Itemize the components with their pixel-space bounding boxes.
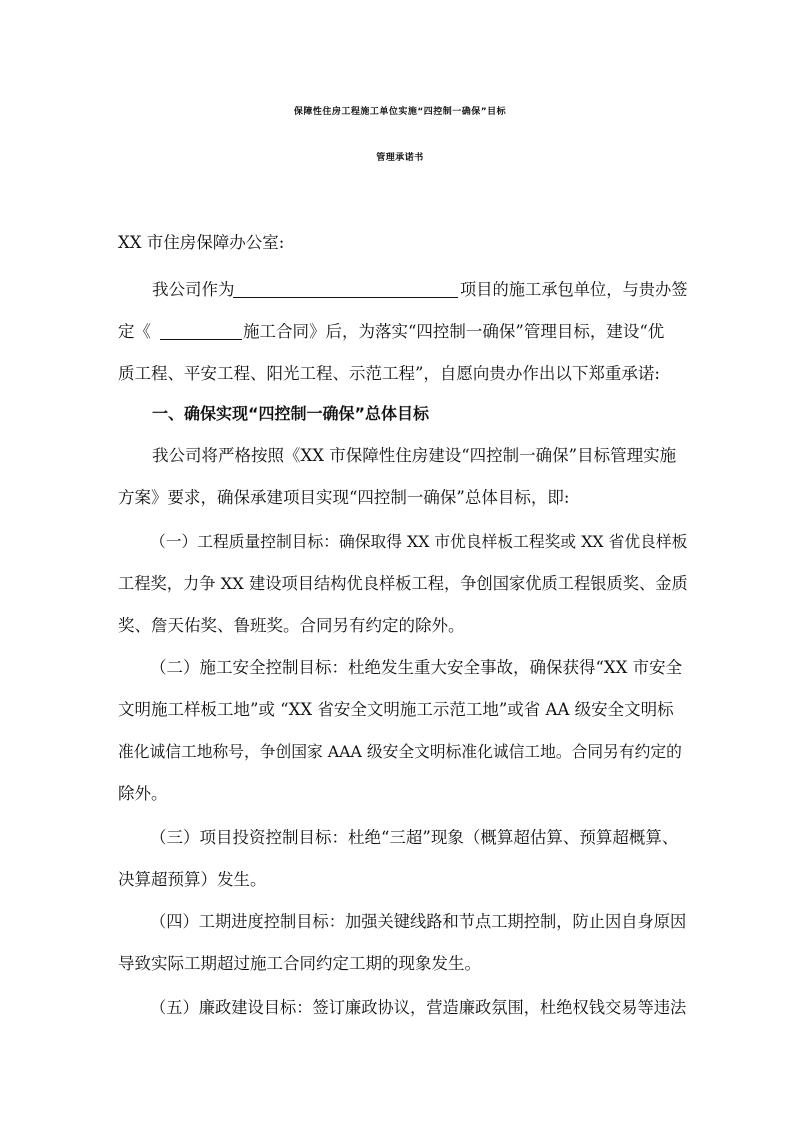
item-1-line2: 工程奖，力争 XX 建设项目结构优良样板工程，争创国家优质工程银质奖、金质 (118, 574, 688, 593)
document-title-line1: 保障性住房工程施工单位实施“四控制一确保”目标 (293, 107, 507, 117)
paragraph-1-line3: 质工程、平安工程、阳光工程、示范工程”，自愿向贵办作出以下郑重承诺: (118, 364, 660, 383)
paragraph-1-after-blank: 项目的施工承包单位，与贵办签 (460, 280, 688, 299)
addressee: XX 市住房保障办公室: (118, 233, 285, 252)
item-1-line1: （一）工程质量控制目标：确保取得 XX 市优良样板工程奖或 XX 省优良样板 (150, 532, 688, 551)
item-2-line3: 准化诚信工地称号，争创国家 AAA 级安全文明标准化诚信工地。合同另有约定的 (118, 742, 682, 761)
item-3-line1: （三）项目投资控制目标：杜绝“三超”现象（概算超估算、预算超概算、 (150, 828, 679, 847)
item-4-line2: 导致实际工期超过施工合同约定工期的现象发生。 (118, 954, 481, 973)
paragraph-1-start: 我公司作为 (152, 280, 235, 299)
document-title-line2: 管理承诺书 (376, 153, 424, 163)
item-2-line1: （二）施工安全控制目标：杜绝发生重大安全事故，确保获得“XX 市安全 (150, 658, 683, 677)
paragraph-1-line2-rest: 施工合同》后，为落实“四控制一确保”管理目标，建设“优 (243, 322, 665, 341)
item-2-line4: 除外。 (118, 784, 168, 803)
paragraph-2-line2: 方案》要求，确保承建项目实现“四控制一确保”总体目标，即: (118, 488, 570, 507)
item-3-line2: 决算超预算）发生。 (118, 870, 267, 889)
contract-name-blank[interactable] (160, 339, 242, 340)
item-5-line1: （五）廉政建设目标：签订廉政协议，营造廉政氛围，杜绝权钱交易等违法 (150, 998, 687, 1017)
item-1-line3: 奖、詹天佑奖、鲁班奖。合同另有约定的除外。 (118, 616, 465, 635)
item-2-line2: 文明施工样板工地”或 “XX 省安全文明施工示范工地”或省 AA 级安全文明标 (118, 700, 674, 719)
section-1-heading: 一、确保实现“四控制一确保”总体目标 (152, 404, 430, 423)
paragraph-1-line2-start: 定《 (118, 322, 151, 341)
item-4-line1: （四）工期进度控制目标：加强关键线路和节点工期控制，防止因自身原因 (150, 912, 687, 931)
project-name-blank[interactable] (233, 297, 458, 298)
paragraph-2-line1: 我公司将严格按照《XX 市保障性住房建设“四控制一确保”目标管理实施 (152, 446, 677, 465)
